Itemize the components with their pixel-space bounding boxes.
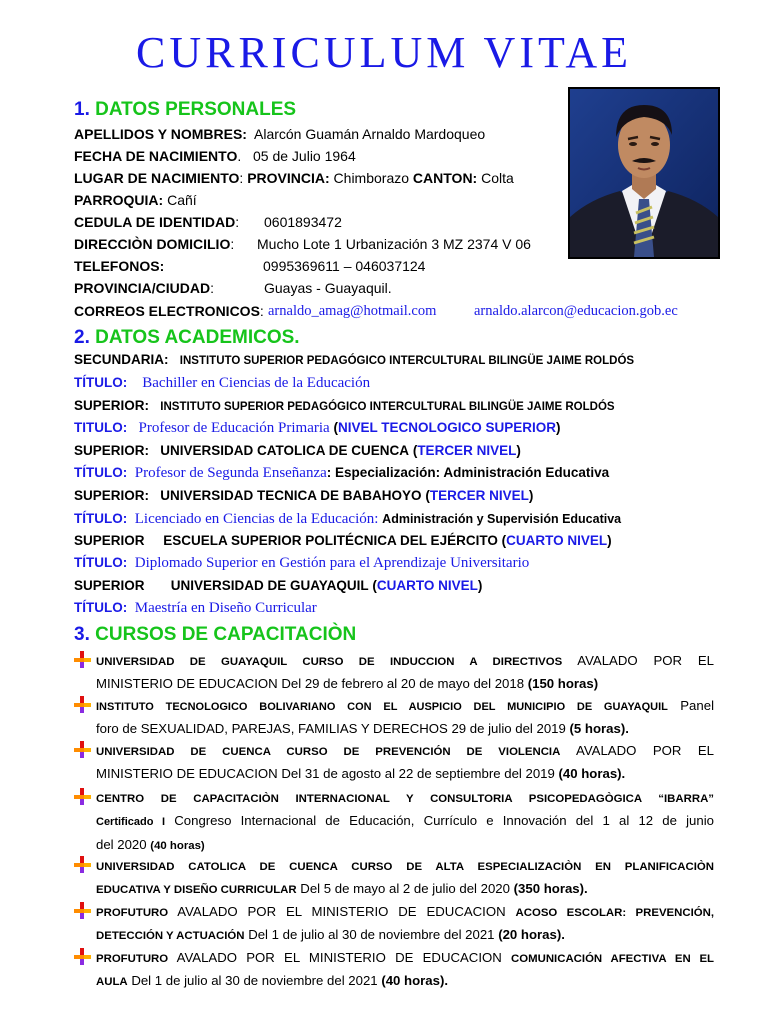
title-value: Licenciado en Ciencias de la Educación: (134, 511, 379, 527)
title-label: TITULO: (74, 420, 128, 435)
superior-label: SUPERIOR: (74, 398, 150, 413)
birth-label: FECHA DE NACIMIENTO (74, 148, 238, 164)
canton-value: Colta (481, 170, 514, 186)
phones-value: 0995369611 – 046037124 (263, 258, 426, 274)
parish-value: Cañí (167, 192, 197, 208)
bullet-cross-icon (72, 901, 94, 921)
province-label: PROVINCIA: (247, 170, 330, 186)
section-number: 1. (74, 99, 90, 120)
academic-title-2: TITULO: Profesor de Educación Primaria (NIVEL TECNOLOGICO SUPERIOR) (74, 420, 561, 436)
level-badge: NIVEL TECNOLOGICO SUPERIOR (337, 420, 556, 435)
row-emails: CORREOS ELECTRONICOS: arnaldo_amag@hotmail.com arnaldo.alarcon@educacion.gob.ec (74, 303, 678, 319)
names-value: Alarcón Guamán Arnaldo Mardoqueo (254, 126, 486, 142)
title-spec: Administración y Supervisión Educativa (382, 512, 622, 526)
superior-label: SUPERIOR: (74, 443, 150, 458)
emails-label: CORREOS ELECTRONICOS (74, 303, 260, 319)
title-value: Maestría en Diseño Curricular (134, 600, 317, 616)
id-value: 0601893472 (264, 214, 342, 230)
bullet-cross-icon (72, 947, 94, 967)
names-label: APELLIDOS Y NOMBRES (74, 126, 243, 142)
academic-title-3: TÍTULO: Profesor de Segunda Enseñanza: Especialización: Administración Educativa (74, 465, 610, 481)
row-names: APELLIDOS Y NOMBRES: Alarcón Guamán Arnaldo Mardoqueo (74, 126, 486, 142)
level-badge: CUARTO NIVEL (506, 533, 608, 548)
superior-value: INSTITUTO SUPERIOR PEDAGÓGICO INTERCULTURAL BILINGÜE JAIME ROLDÓS (160, 401, 615, 413)
title-value: Bachiller en Ciencias de la Educación (142, 375, 371, 391)
bullet-cross-icon (72, 650, 94, 670)
level-badge: TERCER NIVEL (417, 443, 517, 458)
bullet-cross-icon (72, 855, 94, 875)
section-academic-heading (74, 326, 300, 350)
row-address: DIRECCIÒN DOMICILIO: Mucho Lote 1 Urbanización 3 MZ 2374 V 06 (74, 236, 531, 252)
bullet-cross-icon (72, 695, 94, 715)
academic-title-4 (74, 509, 621, 529)
row-birth: FECHA DE NACIMIENTO. 05 de Julio 1964 (74, 148, 356, 164)
academic-superior-5: SUPERIOR UNIVERSIDAD DE GUAYAQUIL (CUARTO NIVEL) (74, 578, 483, 593)
title-value: Profesor de Segunda Enseñanza (134, 465, 327, 481)
id-label: CEDULA DE IDENTIDAD (74, 214, 236, 230)
superior-label: SUPERIOR (74, 578, 145, 593)
superior-value: ESCUELA SUPERIOR POLITÉCNICA DEL EJÉRCITO (163, 533, 498, 548)
title-label: TÍTULO: (74, 465, 128, 480)
bullet-cross-icon (72, 740, 94, 760)
section-courses-heading (74, 623, 356, 647)
birth-value: 05 de Julio 1964 (253, 148, 356, 164)
title-label: TÍTULO: (74, 555, 128, 570)
title-label: TÍTULO: (74, 375, 128, 390)
title-spec: Especialización: Administración Educativa (335, 465, 610, 480)
superior-label: SUPERIOR: (74, 488, 150, 503)
superior-value: UNIVERSIDAD DE GUAYAQUIL (170, 578, 369, 593)
row-birthplace: LUGAR DE NACIMIENTO: PROVINCIA: Chimborazo CANTON: Colta (74, 170, 514, 186)
superior-value: UNIVERSIDAD TECNICA DE BABAHOYO (160, 488, 422, 503)
level-badge: CUARTO NIVEL (376, 578, 478, 593)
page-title: CURRICULUM VITAE (135, 28, 632, 77)
secundaria-value: INSTITUTO SUPERIOR PEDAGÓGICO INTERCULTURAL BILINGÜE JAIME ROLDÓS (179, 355, 635, 367)
section-number: 3. (74, 624, 90, 645)
province-value: Chimborazo (333, 170, 410, 186)
parish-label: PARROQUIA: (74, 192, 164, 208)
academic-title-1 (74, 373, 370, 393)
level-badge: TERCER NIVEL (429, 488, 529, 503)
city-value: Guayas - Guayaquil. (264, 280, 392, 296)
profile-photo (568, 87, 720, 259)
address-value: Mucho Lote 1 Urbanización 3 MZ 2374 V 06 (257, 236, 531, 252)
academic-title-5 (74, 553, 529, 573)
title-value: Profesor de Educación Primaria (138, 420, 330, 436)
superior-label: SUPERIOR (74, 533, 145, 548)
email-link-1[interactable]: arnaldo_amag@hotmail.com (268, 303, 437, 319)
bullet-cross-icon (72, 787, 94, 807)
email-link-2[interactable]: arnaldo.alarcon@educacion.gob.ec (474, 303, 678, 319)
city-label: PROVINCIA/CIUDAD (74, 280, 211, 296)
canton-label: CANTON: (412, 170, 478, 186)
section-number: 2. (74, 327, 90, 348)
section-label: DATOS PERSONALES (95, 99, 297, 120)
section-label: CURSOS DE CAPACITACIÒN (95, 624, 357, 645)
phones-label: TELEFONOS (74, 258, 160, 274)
row-id: CEDULA DE IDENTIDAD: 0601893472 (74, 214, 342, 230)
row-phones: TELEFONOS: 0995369611 – 046037124 (74, 258, 426, 274)
superior-value: UNIVERSIDAD CATOLICA DE CUENCA (160, 443, 410, 458)
title-label: TÍTULO: (74, 600, 128, 615)
row-city: PROVINCIA/CIUDAD: Guayas - Guayaquil. (74, 280, 392, 296)
academic-superior-3: SUPERIOR: UNIVERSIDAD TECNICA DE BABAHOYO (TERCER NIVEL) (74, 488, 534, 503)
row-parish (74, 190, 197, 210)
section-personal-heading (74, 98, 296, 122)
section-label: DATOS ACADEMICOS. (95, 327, 300, 348)
secundaria-label: SECUNDARIA (74, 352, 165, 367)
title-value: Diplomado Superior en Gestión para el Aprendizaje Universitario (134, 555, 530, 571)
academic-secundaria: SECUNDARIA: INSTITUTO SUPERIOR PEDAGÓGICO INTERCULTURAL BILINGÜE JAIME ROLDÓS (74, 352, 635, 367)
birthplace-label: LUGAR DE NACIMIENTO (74, 170, 240, 186)
title-label: TÍTULO: (74, 511, 128, 526)
academic-superior-1 (74, 396, 615, 417)
academic-superior-4: SUPERIOR ESCUELA SUPERIOR POLITÉCNICA DEL EJÉRCITO (CUARTO NIVEL) (74, 533, 612, 548)
academic-superior-2: SUPERIOR: UNIVERSIDAD CATOLICA DE CUENCA (TERCER NIVEL) (74, 443, 521, 458)
address-label: DIRECCIÒN DOMICILIO (74, 236, 231, 252)
academic-title-6 (74, 598, 317, 618)
